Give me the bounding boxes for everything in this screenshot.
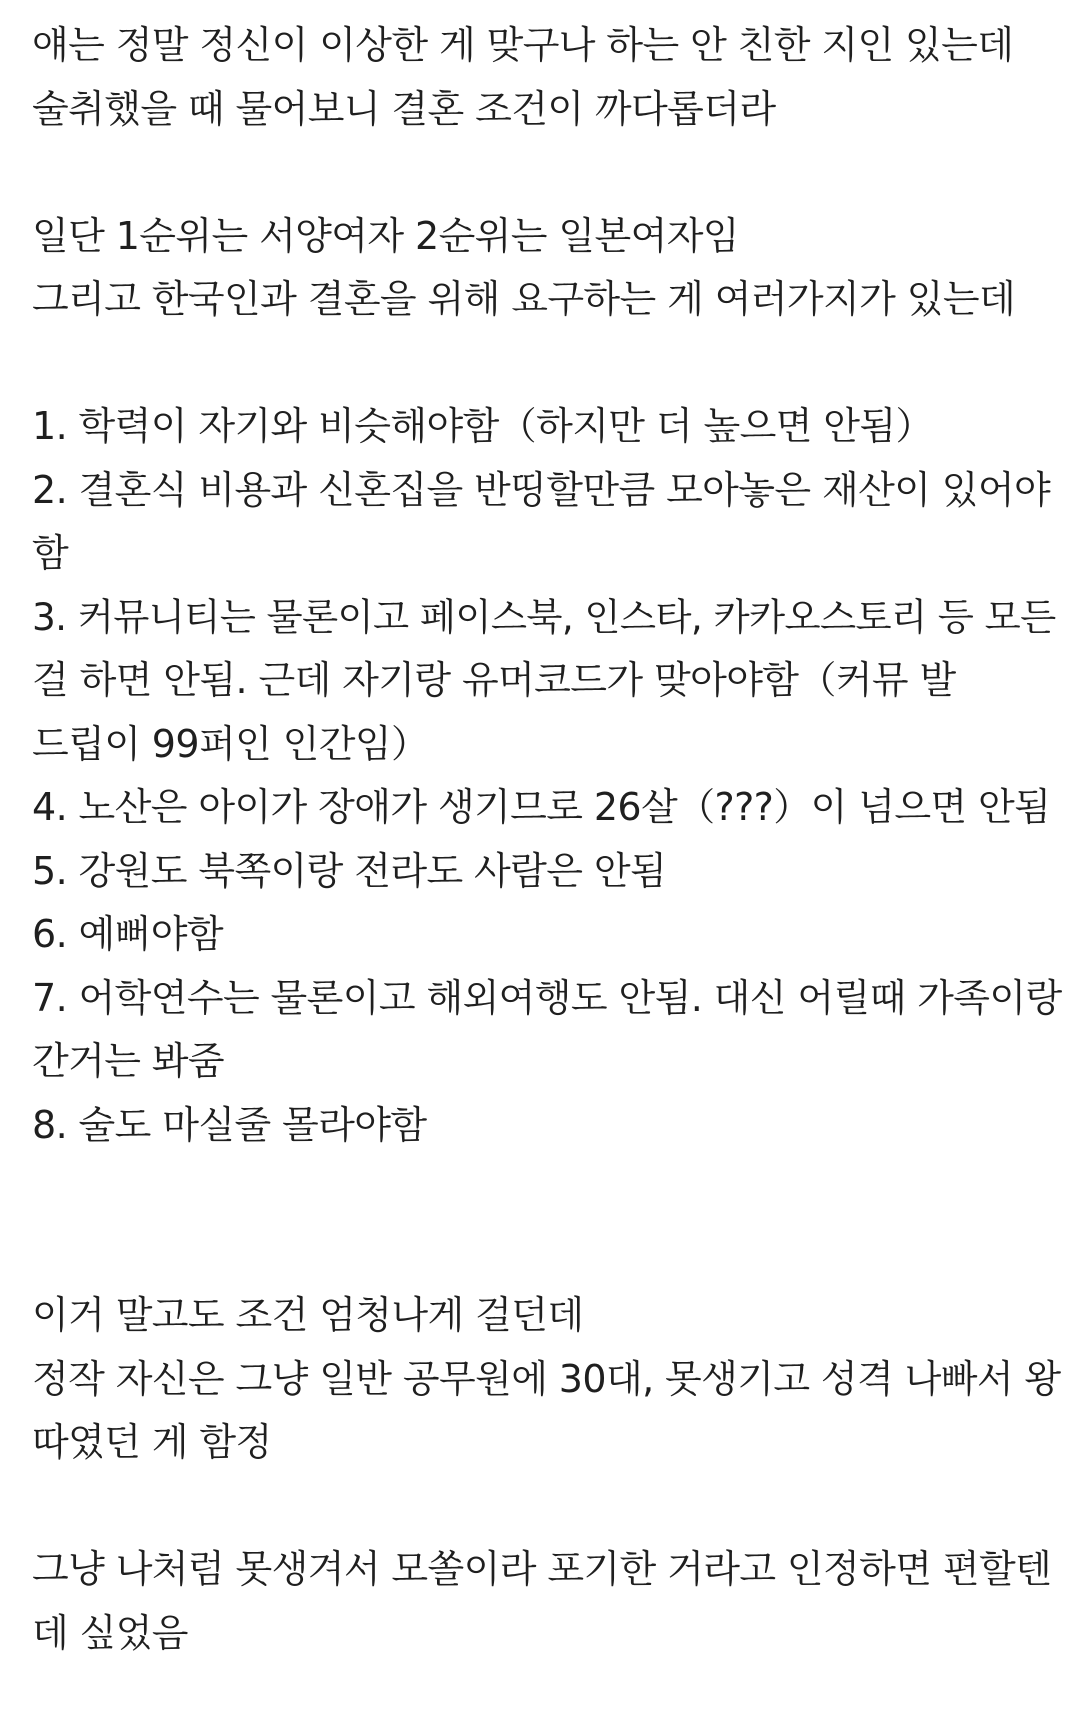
text-line: 정작 자신은 그냥 일반 공무원에 30대, 못생기고 성격 나빠서 왕 <box>32 1356 1061 1401</box>
condition-item: 4. 노산은 아이가 장애가 생기므로 26살（???）이 넘으면 안됨 <box>32 785 1051 829</box>
text-line: 얘는 정말 정신이 이상한 게 맞구나 하는 안 친한 지인 있는데 <box>32 23 1014 67</box>
condition-item: 3. 커뮤니티는 물론이고 페이스북, 인스타, 카카오스토리 등 모든 <box>32 594 1056 639</box>
text-line: 그리고 한국인과 결혼을 위해 요구하는 게 여러가지가 있는데 <box>32 277 1016 321</box>
paragraph-spacer <box>32 1475 1062 1539</box>
paragraph-spacer <box>32 1221 1062 1285</box>
condition-item: 5. 강원도 북쪽이랑 전라도 사람은 안됨 <box>32 848 667 893</box>
text-line: 따였던 게 함정 <box>32 1420 272 1464</box>
text-line: 이거 말고도 조건 엄청나게 걸던데 <box>32 1293 584 1337</box>
condition-item: 1. 학력이 자기와 비슷해야함（하지만 더 높으면 안됨） <box>32 404 933 448</box>
paragraph-spacer <box>32 1157 1062 1221</box>
condition-item: 드립이 99퍼인 인간임） <box>32 721 429 766</box>
post-body <box>32 14 1062 1665</box>
text-line: 그냥 나처럼 못생겨서 모쏠이라 포기한 거라고 인정하면 편할텐 <box>32 1547 1052 1591</box>
condition-item: 7. 어학연수는 물론이고 해외여행도 안됨. 대신 어릴때 가족이랑 <box>32 975 1062 1020</box>
conditions-list <box>32 395 1062 1157</box>
text-line: 데 싶었음 <box>32 1610 188 1655</box>
text-line: 술취했을 때 물어보니 결혼 조건이 까다롭더라 <box>32 86 776 131</box>
condition-item: 함 <box>32 531 69 575</box>
condition-item: 2. 결혼식 비용과 신혼집을 반띵할만큼 모아놓은 재산이 있어야 <box>32 467 1051 512</box>
paragraph-spacer <box>32 332 1062 396</box>
paragraph-spacer <box>32 141 1062 205</box>
condition-item: 걸 하면 안됨. 근데 자기랑 유머코드가 맞아야함（커뮤 발 <box>32 658 956 702</box>
condition-item: 6. 예뻐야함 <box>32 912 223 956</box>
condition-item: 8. 술도 마실줄 몰라야함 <box>32 1102 427 1147</box>
text-line: 일단 1순위는 서양여자 2순위는 일본여자임 <box>32 213 739 258</box>
condition-item: 간거는 봐줌 <box>32 1039 225 1083</box>
